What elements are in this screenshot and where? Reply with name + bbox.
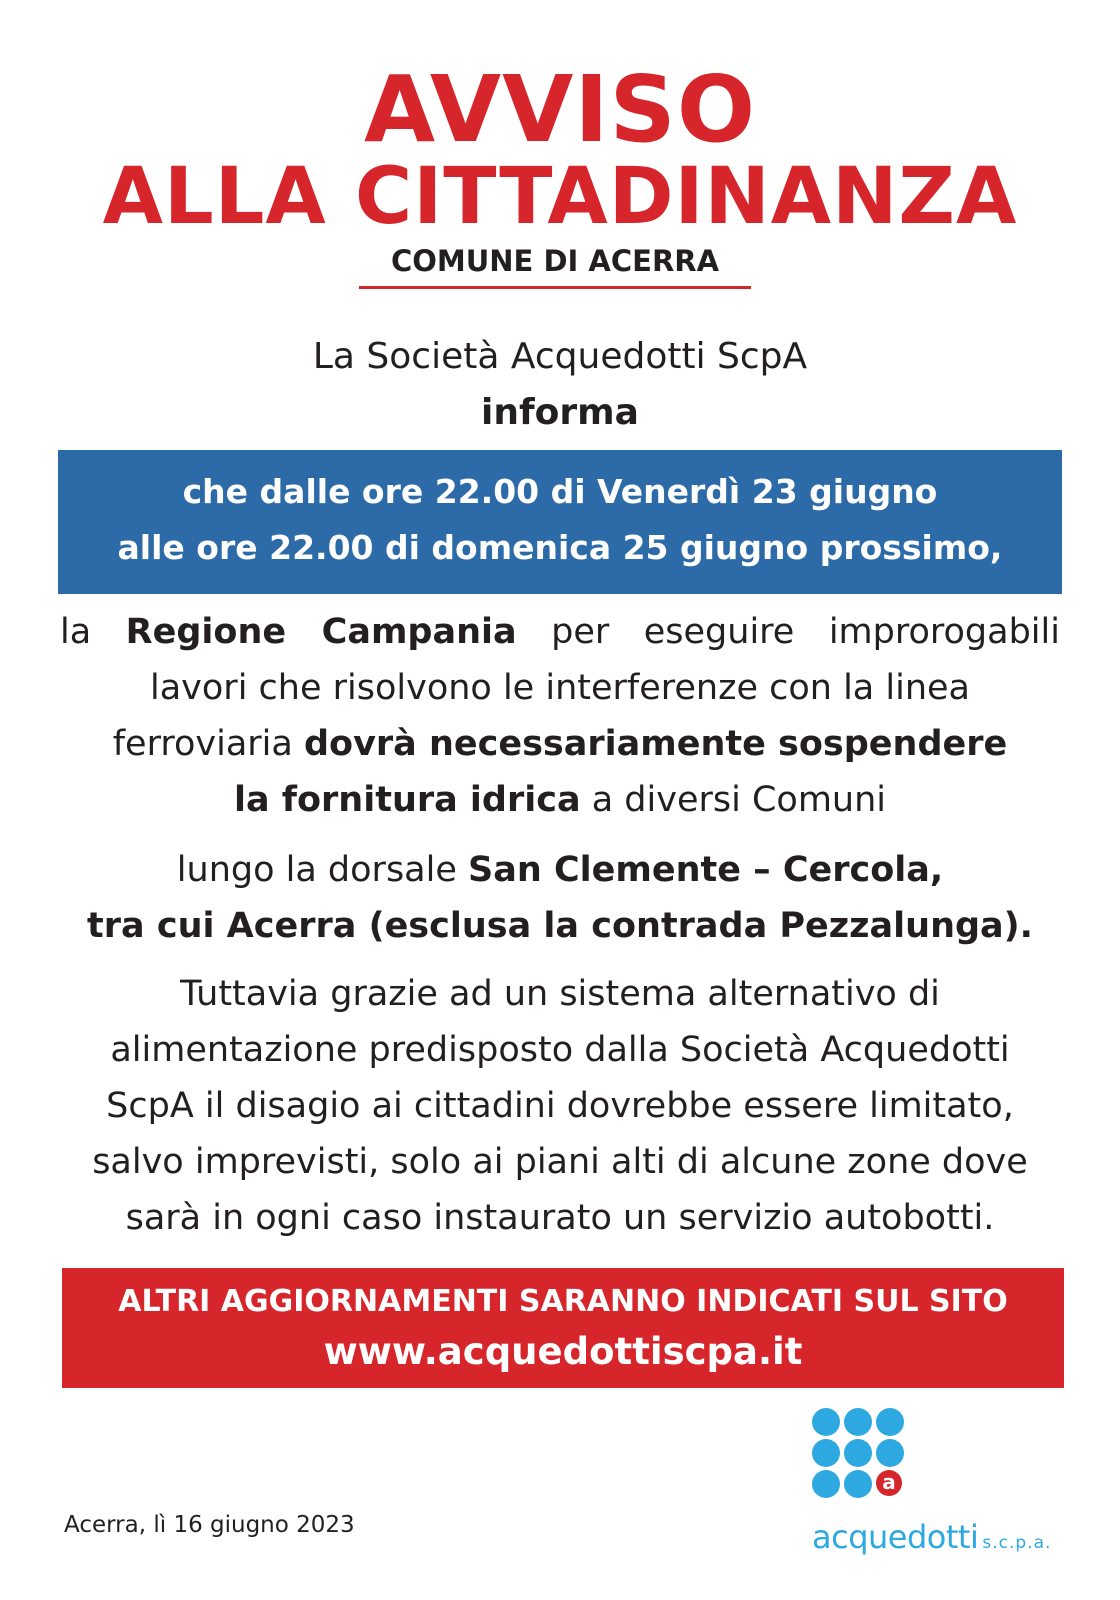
text-segment: la [60,612,126,652]
bold-suspension: dovrà necessariamente sospendere [303,724,1008,764]
period-line-2: alle ore 22.00 di domenica 25 giugno prossimo, [117,528,1003,567]
society-name: La Società Acquedotti ScpA [312,336,808,377]
paragraph-alternative-line-3: ScpA il disagio ai cittadini dovrebbe essere limitato, [106,1086,1014,1126]
paragraph-suspension-line-3 [60,716,1060,772]
comune-label: COMUNE DI ACERRA [390,244,720,278]
paragraph-alternative-line-2: alimentazione predisposto dalla Società Acquedotti [110,1030,1010,1070]
title-line-2: ALLA CITTADINANZA [102,152,1018,242]
logo-dot [844,1439,872,1467]
paragraph-alternative-line-4: salvo imprevisti, solo ai piani alti di alcune zone dove [92,1142,1028,1182]
text-segment: ferroviaria [112,724,304,764]
text-segment: a diversi Comuni [580,780,887,820]
text-segment: per eseguire improrogabili [516,612,1060,652]
paragraph-area-line-1 [60,842,1060,898]
logo-dot [844,1408,872,1436]
logo-a-mark: a [876,1470,902,1496]
bold-acerra: tra cui Acerra (esclusa la contrada Pezzalunga). [87,906,1033,946]
informa-label: informa [481,392,639,433]
acquedotti-logo [812,1408,1072,1568]
paragraph-suspension-line-2: lavori che risolvono le interferenze con la linea [150,668,970,708]
paragraph-suspension [60,604,1060,828]
paragraph-suspension-line-1 [60,604,1060,660]
website-link[interactable]: www.acquedottiscpa.it [323,1330,803,1373]
logo-dot [812,1439,840,1467]
comune-underline [359,286,751,289]
paragraph-alternative-line-1: Tuttavia grazie ad un sistema alternativo di [180,974,940,1014]
bold-region-campania: Regione Campania [125,612,517,652]
paragraph-alternative-line-5: sarà in ogni caso instaurato un servizio autobotti. [125,1198,995,1238]
updates-banner [62,1268,1064,1388]
logo-dot [876,1439,904,1467]
paragraph-area [60,842,1060,954]
title-line-1: AVVISO [363,56,757,163]
logo-dot [812,1470,840,1498]
logo-wordmark-text: acquedotti [812,1518,979,1556]
period-banner [58,450,1062,594]
logo-dot [876,1408,904,1436]
updates-text: ALTRI AGGIORNAMENTI SARANNO INDICATI SUL SITO [118,1284,1008,1319]
text-segment: lungo la dorsale [176,850,469,890]
logo-suffix: s.c.p.a. [982,1533,1052,1553]
paragraph-suspension-line-4 [60,772,1060,828]
paragraph-alternative [60,966,1060,1246]
bold-dorsale: San Clemente – Cercola, [468,850,944,890]
logo-dot [812,1408,840,1436]
period-line-1: che dalle ore 22.00 di Venerdì 23 giugno [182,472,938,511]
logo-dot [844,1470,872,1498]
logo-wordmark [812,1518,1051,1556]
bold-water-supply: la fornitura idrica [233,780,581,820]
issue-date: Acerra, lì 16 giugno 2023 [64,1512,355,1538]
